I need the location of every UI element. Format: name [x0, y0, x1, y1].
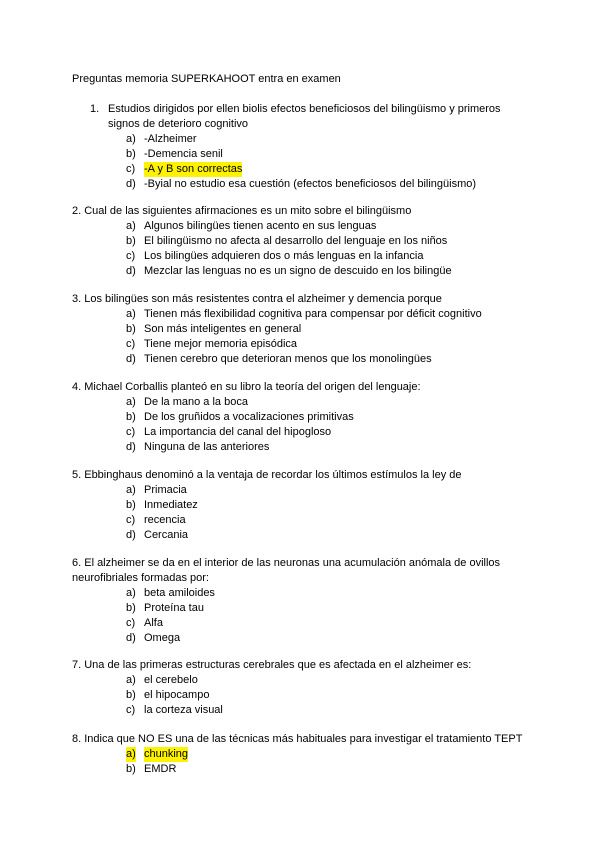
- question-7: [72, 658, 542, 718]
- option-letter: d): [126, 632, 136, 644]
- option-letter: b): [126, 411, 136, 423]
- option-letter: a): [126, 396, 136, 408]
- question-5: [72, 468, 542, 543]
- option-a: [72, 586, 542, 601]
- option-a: [72, 673, 542, 688]
- option-text: el hipocampo: [144, 689, 210, 701]
- question-text: 7. Una de las primeras estructuras cerebrales que es afectada en el alzheimer es:: [72, 659, 472, 671]
- option-c: [72, 337, 542, 352]
- option-letter: d): [126, 265, 136, 277]
- option-text: Tiene mejor memoria episódica: [144, 338, 298, 350]
- question-text: 5. Ebbinghaus denominó a la ventaja de recordar los últimos estímulos la ley de: [72, 469, 462, 481]
- option-text: EMDR: [144, 763, 177, 775]
- option-letter: d): [126, 178, 136, 190]
- option-letter: b): [126, 148, 136, 160]
- question-number: 1.: [90, 103, 100, 115]
- option-a: [72, 132, 542, 147]
- option-text: Primacia: [144, 484, 187, 496]
- option-letter: c): [126, 250, 136, 262]
- option-a: [72, 747, 542, 762]
- option-letter: a): [126, 133, 136, 145]
- option-b: [72, 762, 542, 777]
- question-4: [72, 380, 542, 455]
- option-b: [72, 688, 542, 703]
- option-list: [72, 586, 542, 646]
- option-text: Tienen cerebro que deterioran menos que los monolingües: [144, 353, 432, 365]
- option-text: recencia: [144, 514, 186, 526]
- question-2: [72, 204, 542, 279]
- option-text: De los gruñidos a vocalizaciones primitivas: [144, 411, 354, 423]
- option-text: -Alzheimer: [144, 133, 197, 145]
- option-text: Inmediatez: [144, 499, 198, 511]
- option-b: [72, 410, 542, 425]
- question-text: 6. El alzheimer se da en el interior de las neuronas una acumulación anómala de ovillos neurofibriales formadas por:: [72, 557, 501, 584]
- option-list: [72, 395, 542, 455]
- option-d: [72, 352, 542, 367]
- option-letter: b): [126, 763, 136, 775]
- option-letter: b): [126, 499, 136, 511]
- question-6: [72, 556, 542, 646]
- option-list: [72, 483, 542, 543]
- question-text: Estudios dirigidos por ellen biolis efectos beneficiosos del bilingüismo y primeros signos de deterioro cognitivo: [108, 103, 501, 130]
- option-a: [72, 307, 542, 322]
- option-letter: a): [126, 308, 136, 320]
- option-letter-highlighted: a): [126, 748, 136, 760]
- option-letter: c): [126, 514, 136, 526]
- option-list: [72, 307, 542, 367]
- option-letter: a): [126, 484, 136, 496]
- option-text: Tienen más flexibilidad cognitiva para compensar por déficit cognitivo: [144, 308, 482, 320]
- question-text: 4. Michael Corballis planteó en su libro la teoría del origen del lenguaje:: [72, 381, 421, 393]
- option-letter: d): [126, 529, 136, 541]
- option-c: [72, 249, 542, 264]
- option-text: Alfa: [144, 617, 163, 629]
- option-letter: c): [126, 426, 136, 438]
- question-text: 2. Cual de las siguientes afirmaciones es un mito sobre el bilingüismo: [72, 205, 412, 217]
- option-d: [72, 528, 542, 543]
- option-text: El bilingüismo no afecta al desarrollo del lenguaje en los niños: [144, 235, 448, 247]
- option-list: [72, 219, 542, 279]
- option-text: Cercania: [144, 529, 189, 541]
- option-letter: c): [126, 617, 136, 629]
- option-c: [72, 616, 542, 631]
- option-b: [72, 498, 542, 513]
- question-1: [72, 102, 542, 192]
- option-text: la corteza visual: [144, 704, 223, 716]
- option-text: Omega: [144, 632, 181, 644]
- option-c: [72, 162, 542, 177]
- option-a: [72, 483, 542, 498]
- option-letter: d): [126, 441, 136, 453]
- question-3: [72, 292, 542, 367]
- option-letter: b): [126, 323, 136, 335]
- option-d: [72, 440, 542, 455]
- option-letter: c): [126, 704, 136, 716]
- option-text: beta amiloides: [144, 587, 215, 599]
- option-d: [72, 631, 542, 646]
- question-8: [72, 732, 542, 777]
- question-text: 3. Los bilingües son más resistentes contra el alzheimer y demencia porque: [72, 293, 442, 305]
- option-letter: d): [126, 353, 136, 365]
- option-letter: b): [126, 235, 136, 247]
- option-letter: c): [126, 163, 136, 175]
- document-title: Preguntas memoria SUPERKAHOOT entra en examen: [72, 73, 341, 85]
- option-list: [72, 132, 542, 192]
- option-b: [72, 322, 542, 337]
- question-text: 8. Indica que NO ES una de las técnicas más habituales para investigar el tratamiento TEPT: [72, 733, 523, 745]
- option-a: [72, 219, 542, 234]
- option-d: [72, 177, 542, 192]
- option-text: De la mano a la boca: [144, 396, 248, 408]
- option-letter: a): [126, 587, 136, 599]
- option-text: La importancia del canal del hipogloso: [144, 426, 332, 438]
- option-c: [72, 703, 542, 718]
- option-letter: b): [126, 602, 136, 614]
- option-c: [72, 513, 542, 528]
- option-text: Proteína tau: [144, 602, 204, 614]
- option-list: [72, 747, 542, 777]
- option-b: [72, 147, 542, 162]
- option-b: [72, 601, 542, 616]
- option-c: [72, 425, 542, 440]
- option-b: [72, 234, 542, 249]
- option-letter: a): [126, 220, 136, 232]
- option-text: Son más inteligentes en general: [144, 323, 302, 335]
- option-a: [72, 395, 542, 410]
- option-text-highlighted: -A y B son correctas: [144, 163, 243, 175]
- option-text: Mezclar las lenguas no es un signo de descuido en los bilingüe: [144, 265, 452, 277]
- option-text: el cerebelo: [144, 674, 198, 686]
- option-text: Ninguna de las anteriores: [144, 441, 270, 453]
- option-d: [72, 264, 542, 279]
- option-text: -Byial no estudio esa cuestión (efectos beneficiosos del bilingüismo): [144, 178, 477, 190]
- option-letter: c): [126, 338, 136, 350]
- option-letter: b): [126, 689, 136, 701]
- option-text: Los bilingües adquieren dos o más lenguas en la infancia: [144, 250, 424, 262]
- option-list: [72, 673, 542, 718]
- option-text: Algunos bilingües tienen acento en sus lenguas: [144, 220, 377, 232]
- option-letter: a): [126, 674, 136, 686]
- option-text-highlighted: chunking: [144, 748, 189, 760]
- option-text: -Demencia senil: [144, 148, 223, 160]
